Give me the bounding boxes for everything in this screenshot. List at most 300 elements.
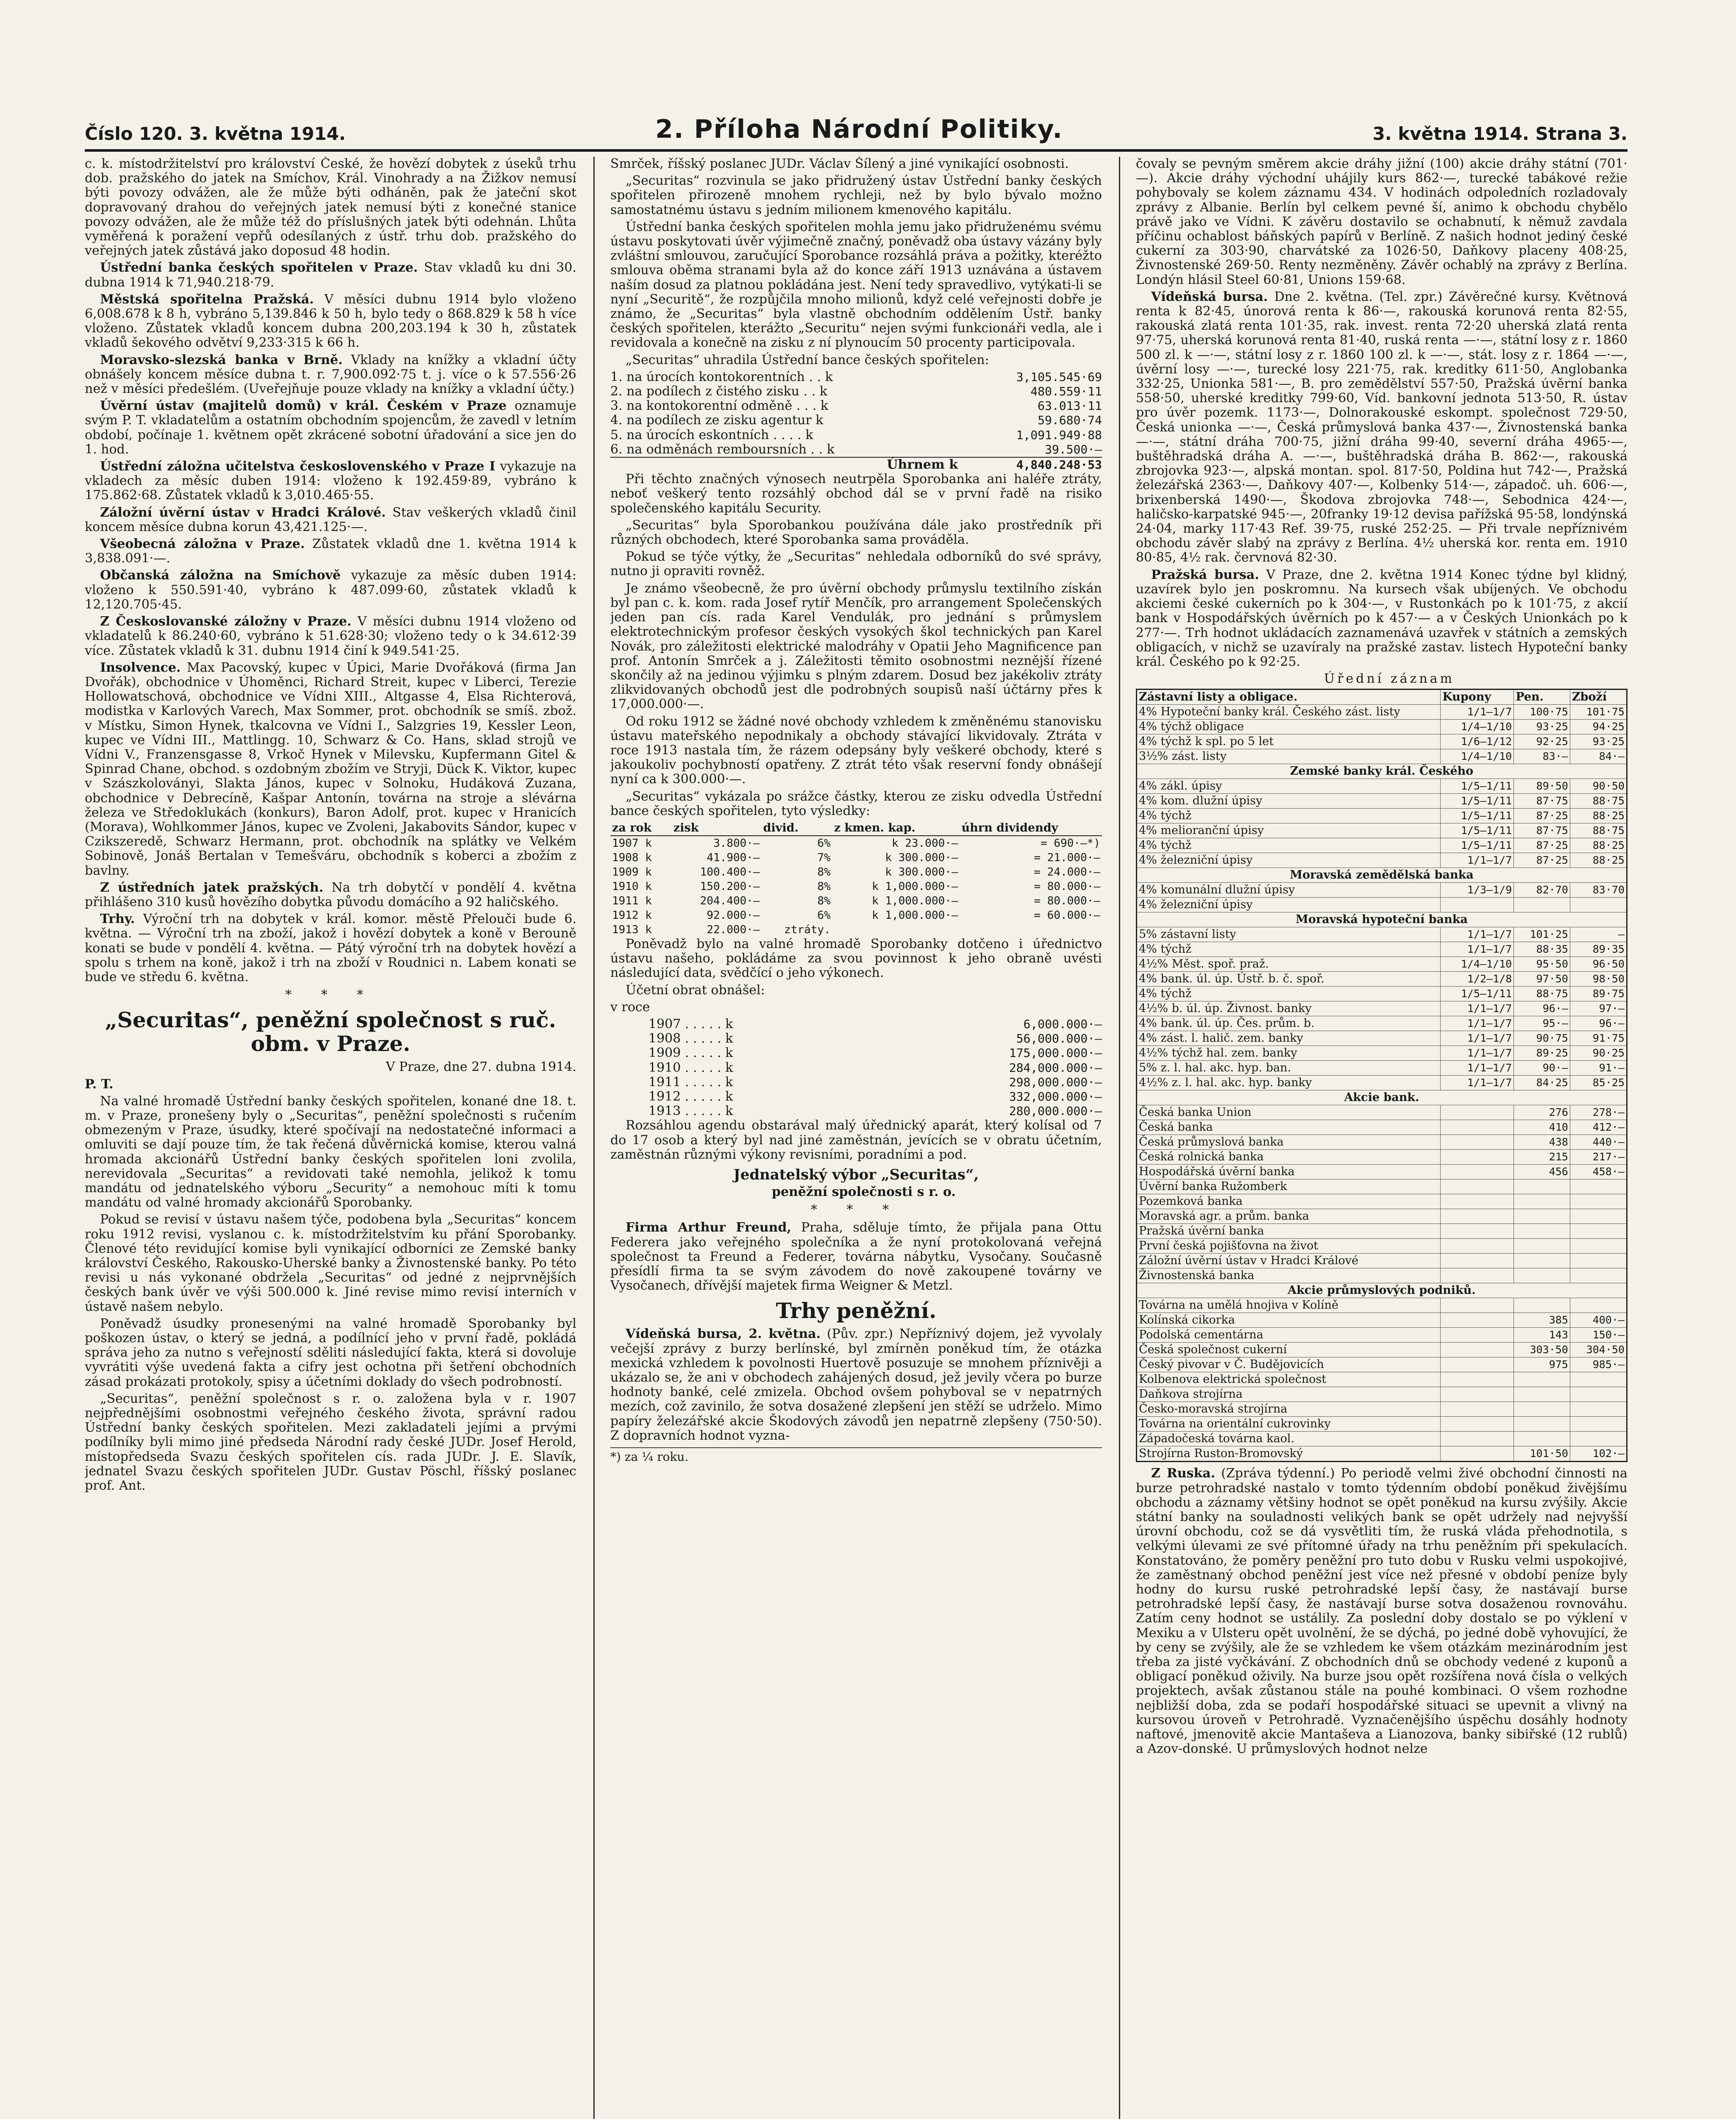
notice bbox=[1136, 568, 1628, 669]
table-cell: ztráty. bbox=[784, 923, 831, 936]
notice-title: Z Českoslovanské záložny v Praze. bbox=[100, 614, 352, 629]
table-cell: 87·25 bbox=[1514, 853, 1570, 868]
signature-line: peněžní společnosti s r. o. bbox=[772, 1184, 956, 1199]
ledger-value: 1,091.949·88 bbox=[1016, 428, 1102, 442]
table-cell: 101·25 bbox=[1514, 927, 1570, 942]
table-cell: 88·25 bbox=[1570, 853, 1627, 868]
table-section-row bbox=[1137, 1283, 1627, 1298]
notice bbox=[85, 537, 576, 566]
table-cell: 204.400·— bbox=[700, 894, 760, 907]
table-cell: 150.200·— bbox=[700, 880, 760, 893]
table-cell: 1/5–1/11 bbox=[1441, 779, 1514, 794]
table-cell: 1/4–1/10 bbox=[1441, 749, 1514, 764]
table-cell: 215 bbox=[1514, 1150, 1570, 1165]
table-cell bbox=[1570, 1209, 1627, 1224]
table-cell bbox=[1441, 1165, 1514, 1179]
table-cell: 89·25 bbox=[1514, 1046, 1570, 1061]
table-cell: 4% týchž obligace bbox=[1137, 720, 1441, 734]
table-row bbox=[1137, 1001, 1627, 1016]
table-cell: 4% bank. úl. úp. Ústř. b. č. spoř. bbox=[1137, 972, 1441, 987]
table-cell: 82·70 bbox=[1514, 883, 1570, 898]
table-cell bbox=[1441, 1268, 1514, 1283]
section-separator: * * * bbox=[285, 987, 376, 1003]
ledger-label: 1. na úrocích kontokorentních . . k bbox=[610, 369, 833, 384]
notice-text: Na trh dobytčí v pondělí 4. května přihlášeno 310 kusů hovězího dobytka původu domácího a 92 haličského. bbox=[85, 880, 576, 909]
table-cell: 4% železniční úpisy bbox=[1137, 898, 1441, 912]
turnover-value: 284,000.000·— bbox=[1009, 1060, 1102, 1075]
paragraph: čovaly se pevným směrem akcie dráhy jižní (100) akcie dráhy státní (701·—). Akcie dráhy východní uhájily kurs 862·—, turecké tabákové režie pohybovaly se kolem záznamu 434. V hodinách odpoledních rozladovaly zprávy z Albanie. Berlín byl celkem pevné ší, animo k obchodu chybělo právě jako ve Vídni. K závěru dostavilo se ochabnutí, k němuž zavdala příčinu ochablost báňských papírů v Berlíně. Z našich hodnot jediný české cukerní za 303·90, charvátské za 1026·50, Daňkovy placeny 408·25, Živnostenské 269·50. Renty nezměněny. Závěr ochablý na zprávy z Berlína. Londýn hlásil Steel 60·81, Unions 159·68. bbox=[1136, 157, 1628, 287]
notice-text: Výroční trh na dobytek v král. komor. městě Přelouči bude 6. května. — Výroční trh na zboží, jakož i hovězí dobytek a koně v Berouně konati se bude v pondělí 4. května. — Pátý výroční trh na dobytek hovězí a spolu s trhem na koně, jakož i trh na zboží v Roudnici n. Labem konati se bude ve středu 6. května. bbox=[85, 912, 576, 984]
turnover-row bbox=[610, 1090, 1102, 1104]
table-header-row bbox=[610, 821, 1102, 836]
table-cell: 85·25 bbox=[1570, 1076, 1627, 1090]
table-section-row bbox=[1137, 764, 1627, 779]
notice-title: Všeobecná záložna v Praze. bbox=[100, 537, 305, 552]
table-cell: 985·— bbox=[1570, 1357, 1627, 1372]
table-cell: 5% zástavní listy bbox=[1137, 927, 1441, 942]
table-cell bbox=[1514, 1254, 1570, 1268]
table-cell bbox=[1570, 1372, 1627, 1387]
table-section-label: Akcie průmyslových podniků. bbox=[1137, 1283, 1627, 1298]
table-cell: k 300.000·— bbox=[885, 851, 958, 864]
table-cell: 83·70 bbox=[1570, 883, 1627, 898]
ledger-label: 5. na úrocích eskontních . . . . k bbox=[610, 427, 813, 442]
table-row bbox=[1137, 1387, 1627, 1402]
turnover-value: 298,000.000·— bbox=[1009, 1075, 1102, 1089]
table-cell bbox=[1514, 1179, 1570, 1194]
table-cell bbox=[1570, 898, 1627, 912]
table-cell: 98·50 bbox=[1570, 972, 1627, 987]
table-cell bbox=[1441, 1446, 1514, 1462]
table-header: Zástavní listy a obligace. bbox=[1137, 690, 1441, 705]
table-cell bbox=[1514, 1402, 1570, 1417]
table-cell: 90·— bbox=[1514, 1061, 1570, 1076]
table-cell: 276 bbox=[1514, 1105, 1570, 1120]
table-cell bbox=[1570, 1268, 1627, 1283]
table-cell bbox=[1514, 1372, 1570, 1387]
table-row bbox=[1137, 1417, 1627, 1432]
table-cell: 92·25 bbox=[1514, 734, 1570, 749]
table-row bbox=[610, 923, 1102, 937]
table-cell: 1/1–1/7 bbox=[1441, 705, 1514, 720]
ledger-total-value: 4,840.248·53 bbox=[1016, 458, 1102, 472]
table-cell: 1/1–1/7 bbox=[1441, 853, 1514, 868]
table-cell: 88·75 bbox=[1570, 794, 1627, 809]
table-cell: = 80.000·— bbox=[1034, 880, 1100, 893]
table-cell: Česko-moravská strojírna bbox=[1137, 1402, 1441, 1417]
table-cell bbox=[1441, 1105, 1514, 1120]
notice-title: Městská spořitelna Pražská. bbox=[100, 292, 314, 307]
paragraph: „Securitas“, peněžní společnost s r. o. založena byla v r. 1907 nejpřednějšími osobnostmi veřejného českého života, správní radou Ústřední banky českých spořitelen. Mezi zakladateli jejími a prvými podílníky byli mimo jiné předseda Národní rady české JUDr. Josef Herold, místopředseda Svazu českých spořitelen cís. rada JUDr. J. E. Slavík, jednatel Svazu českých spořitelen JUDr. Gustav Pöschl, říšský poslanec prof. Ant. bbox=[85, 1391, 576, 1493]
notice-title: Firma Arthur Freund, bbox=[626, 1220, 791, 1235]
quotation-table bbox=[1136, 689, 1628, 1462]
table-cell: 456 bbox=[1514, 1165, 1570, 1179]
table-cell: 1/3–1/9 bbox=[1441, 883, 1514, 898]
notice bbox=[85, 292, 576, 350]
table-cell bbox=[1441, 1343, 1514, 1357]
turnover-year: 1908 . . . . . k bbox=[648, 1031, 733, 1046]
table-cell: 1/1–1/7 bbox=[1441, 1031, 1514, 1046]
table-cell bbox=[1570, 1387, 1627, 1402]
table-cell bbox=[1514, 1298, 1570, 1313]
notice-text: (Zpráva týdenní.) Po periodě velmi živé obchodní činnosti na burze petrohradské nastalo v tomto týdenním období poněkud živějšímu obchodu a záznamy většiny hodnot se opět poněkud na kursu zvýšily. Akcie státní banky na souladnosti velikých bank se opět udržely nad nejvyšší úrovní obchodu, což se dá vysvětliti tím, že ruská vláda přehodnotila, s velkými úlevami ze své přítomné úřady na trhu peněžním při spekulacích. Konstatováno, že poměry peněžní pro tuto dobu v Rusku velmi uspokojivé, že zaměstnaný obchod peněžní jest více než přesné v období peníze byly hodny do kursu ruské petrohradské lepší časy, že nastávají burse petrohradské lepší časy, že nastávají burse sotva dosaženou rovnováhu. Zatím ceny hodnot se ustálily. Za poslední doby dostalo se po výklení v Mexiku a v Ulsteru opět uvolnění, že se dýchá, po jedné době vyhovující, že by ceny se zvýšily, ale že se vzhledem ke všem otázkám mezinárodním jest třeba za jisté vyčkávání. Z obchodních dnů se obchody vedené z kuponů a obligací poněkud oživily. Na burze jsou opět rozšířena nová čísla o velkých projektech, avšak zůstanou stále na pouhé kombinaci. O všem rozhodne nejbližší doba, zda se podaří hospodářské situaci se upevnit a vlivný na kursovou úroveň v Petrohradě. Vyznačenějšího úspěchu dosáhly hodnoty naftové, jmenovitě akcie Mantaševa a Lianozova, banky sibiřské (12 rublů) a Azov-donské. U průmyslových hodnot nelze bbox=[1136, 1466, 1628, 1757]
table-cell: 4% týchž bbox=[1137, 987, 1441, 1001]
notice-text: Zůstatek vkladů dne 1. května 1914 k 3,838.091·—. bbox=[85, 537, 576, 566]
table-cell bbox=[1514, 1268, 1570, 1283]
table-row bbox=[1137, 1120, 1627, 1135]
table-header: z kmen. kap. bbox=[832, 821, 960, 836]
article-title: „Securitas“, peněžní společnost s ruč. obm. v Praze. bbox=[105, 1007, 556, 1057]
table-cell: 4% zást. l. halič. zem. banky bbox=[1137, 1031, 1441, 1046]
table-row bbox=[610, 851, 1102, 865]
column-divider bbox=[1119, 157, 1120, 2119]
table-cell bbox=[1441, 1387, 1514, 1402]
table-row bbox=[1137, 1016, 1627, 1031]
table-cell bbox=[1570, 1432, 1627, 1446]
notice-title: Insolvence. bbox=[100, 660, 181, 675]
turnover-row bbox=[610, 1061, 1102, 1075]
newspaper-page bbox=[85, 110, 1628, 2119]
table-header: zisk bbox=[672, 821, 762, 836]
turnover-value: 280,000.000·— bbox=[1009, 1104, 1102, 1118]
table-row bbox=[1137, 1372, 1627, 1387]
table-cell bbox=[960, 923, 1102, 937]
table-cell: = 24.000·— bbox=[1034, 865, 1100, 879]
table-row bbox=[1137, 987, 1627, 1001]
table-cell: Úvěrní banka Ružomberk bbox=[1137, 1179, 1441, 1194]
table-cell bbox=[1441, 1254, 1514, 1268]
table-row bbox=[1137, 1179, 1627, 1194]
table-cell: 90·75 bbox=[1514, 1031, 1570, 1046]
paragraph: Pokud se týče výtky, že „Securitas“ nehledala odborníků do své správy, nutno ji opraviti rovněž. bbox=[610, 549, 1102, 579]
paragraph: Ústřední banka českých spořitelen mohla jemu jako přidruženému svému ústavu poskytovati úvěr výjimečně značný, poněvadž oba ústavy vázány byly zvláštní smlouvou, zaručující Sporobance rozsáhlá práva a požitky, kteréžto smlouva oběma stranami byla až do konce září 1913 uznávána a ústavem naším dosud za platnou pokládána jest. Není tedy spravedlivo, vytýkati-li se nyní „Securitě“, že rozpůjčila mnoho milionů, když celé veřejnosti dobře je známo, že „Securitas“ byla vlastně obchodním oddělením Ústř. banky českých spořitelen, kterážto „Securitu“ nejen svými funkcionáři vedla, ale i revidovala a konečně na zisku z ní plynoucím 50 procenty participovala. bbox=[610, 219, 1102, 350]
table-cell: 1910 k bbox=[612, 880, 652, 893]
table-cell: 1909 k bbox=[612, 865, 652, 879]
table-row bbox=[1137, 794, 1627, 809]
table-cell bbox=[1514, 1194, 1570, 1209]
turnover-year: 1907 . . . . . k bbox=[648, 1016, 733, 1032]
table-header: divid. bbox=[762, 821, 832, 836]
table-cell: 88·35 bbox=[1514, 942, 1570, 957]
table-row bbox=[610, 836, 1102, 851]
page-header bbox=[85, 110, 1628, 144]
table-row bbox=[1137, 809, 1627, 823]
dividend-table-body bbox=[610, 836, 1102, 937]
table-row bbox=[1137, 1165, 1627, 1179]
table-cell: 96·— bbox=[1514, 1001, 1570, 1016]
table-row bbox=[1137, 1194, 1627, 1209]
table-cell bbox=[1514, 1239, 1570, 1254]
table-row bbox=[1137, 957, 1627, 972]
table-row bbox=[1137, 1343, 1627, 1357]
table-row bbox=[1137, 1031, 1627, 1046]
table-row bbox=[610, 865, 1102, 879]
ledger-label: 4. na podílech ze zisku agentur k bbox=[610, 413, 823, 428]
table-cell: 278·— bbox=[1570, 1105, 1627, 1120]
turnover-row bbox=[610, 1032, 1102, 1046]
table-caption: Úřední záznam bbox=[1324, 671, 1455, 687]
table-row bbox=[1137, 898, 1627, 912]
table-cell bbox=[1514, 1417, 1570, 1432]
table-cell bbox=[1514, 1209, 1570, 1224]
table-row bbox=[1137, 1061, 1627, 1076]
table-cell: 84·25 bbox=[1514, 1076, 1570, 1090]
table-row bbox=[1137, 972, 1627, 987]
table-cell: Strojírna Ruston-Bromovský bbox=[1137, 1446, 1441, 1462]
ledger-value: 63.013·11 bbox=[1038, 399, 1102, 413]
table-row bbox=[610, 894, 1102, 908]
table-cell: Továrna na orientální cukrovinky bbox=[1137, 1417, 1441, 1432]
table-cell: 1/4–1/10 bbox=[1441, 957, 1514, 972]
table-cell: 1/5–1/11 bbox=[1441, 809, 1514, 823]
notice-text: V Praze, dne 2. května 1914 Konec týdne byl klidný, uzavírek bylo jen poskromnu. Na kursech však ubíjených. Ve obchodu akciemi české cukerních po k 304·—, v Rustonkách po k 101·75, z akcií bank v Hospodářských úvěrních po k 457·— a v Českých Unionkách po k 277·—. Trh hodnot ukládacích zaznamenává uzavřek v státních a zemských obligacích, v nichž se uzavíraly na pražské zastav. listech Hypoteční banky král. Českého po k 92·25. bbox=[1136, 567, 1628, 669]
table-cell bbox=[1570, 1179, 1627, 1194]
table-cell: Česká společnost cukerní bbox=[1137, 1343, 1441, 1357]
table-cell bbox=[1514, 898, 1570, 912]
table-cell: 97·50 bbox=[1514, 972, 1570, 987]
table-header-row bbox=[1137, 690, 1627, 705]
table-cell: 87·75 bbox=[1514, 794, 1570, 809]
table-cell: 1/4–1/10 bbox=[1441, 720, 1514, 734]
table-cell: První česká pojišťovna na život bbox=[1137, 1239, 1441, 1254]
table-cell: 84·— bbox=[1570, 749, 1627, 764]
table-cell: 95·50 bbox=[1514, 957, 1570, 972]
table-cell: 1/1–1/7 bbox=[1441, 1001, 1514, 1016]
turnover-label: v roce bbox=[610, 999, 650, 1015]
table-cell: 1/1–1/7 bbox=[1441, 1046, 1514, 1061]
table-cell: 22.000·— bbox=[707, 923, 760, 936]
table-cell bbox=[1441, 1179, 1514, 1194]
notice bbox=[85, 912, 576, 984]
table-cell bbox=[1441, 1432, 1514, 1446]
table-cell: 410 bbox=[1514, 1120, 1570, 1135]
table-cell: 94·25 bbox=[1570, 720, 1627, 734]
ledger-row bbox=[610, 413, 1102, 428]
section-title: Trhy peněžní. bbox=[776, 1298, 937, 1324]
table-cell: Kolínská cikorka bbox=[1137, 1313, 1441, 1328]
table-row bbox=[1137, 853, 1627, 868]
table-cell: 4% Hypoteční banky král. Českého zást. listy bbox=[1137, 705, 1441, 720]
table-cell bbox=[1441, 1417, 1514, 1432]
table-cell: 97·— bbox=[1570, 1001, 1627, 1016]
notice-title: Ústřední záložna učitelstva československého v Praze I bbox=[100, 459, 495, 474]
ledger-row bbox=[610, 428, 1102, 442]
notice-title: Z Ruska. bbox=[1151, 1466, 1216, 1481]
table-cell: 1907 k bbox=[612, 837, 652, 850]
table-cell: 4½% z. l. hal. akc. hyp. banky bbox=[1137, 1076, 1441, 1090]
table-cell: 440·— bbox=[1570, 1135, 1627, 1150]
table-cell: 1/1–1/7 bbox=[1441, 1061, 1514, 1076]
section-separator: * * * bbox=[810, 1202, 902, 1218]
notice-title: Z ústředních jatek pražských. bbox=[100, 880, 324, 895]
table-cell: k 1,000.000·— bbox=[872, 894, 958, 907]
turnover-row bbox=[610, 1017, 1102, 1032]
ledger-value: 480.559·11 bbox=[1030, 384, 1102, 399]
table-cell: 304·50 bbox=[1570, 1343, 1627, 1357]
table-row bbox=[1137, 1150, 1627, 1165]
table-cell: 1/5–1/11 bbox=[1441, 823, 1514, 838]
ledger-row bbox=[610, 370, 1102, 384]
table-row bbox=[1137, 1076, 1627, 1090]
table-cell bbox=[1570, 1417, 1627, 1432]
table-cell: 438 bbox=[1514, 1135, 1570, 1150]
table-cell: 88·25 bbox=[1570, 838, 1627, 853]
turnover-value: 56,000.000·— bbox=[1016, 1032, 1102, 1046]
table-cell: 458·— bbox=[1570, 1165, 1627, 1179]
turnover-value: 332,000.000·— bbox=[1009, 1089, 1102, 1104]
notice bbox=[1136, 1466, 1628, 1756]
table-cell bbox=[1570, 1224, 1627, 1239]
table-cell: 91·— bbox=[1570, 1061, 1627, 1076]
table-cell bbox=[1441, 1298, 1514, 1313]
quotation-table-body bbox=[1137, 705, 1627, 1462]
notice bbox=[85, 261, 576, 289]
table-cell bbox=[1441, 1402, 1514, 1417]
table-cell: 8% bbox=[817, 865, 831, 879]
table-cell: 4% týchž bbox=[1137, 809, 1441, 823]
header-title: 2. Příloha Národní Politiky. bbox=[655, 114, 1063, 144]
table-cell: 83·— bbox=[1514, 749, 1570, 764]
column-2 bbox=[610, 157, 1102, 2119]
table-cell: Podolská cementárna bbox=[1137, 1328, 1441, 1343]
table-cell: k 300.000·— bbox=[885, 865, 958, 879]
table-cell: Česká banka Union bbox=[1137, 1105, 1441, 1120]
paragraph: Účetní obrat obnášel: bbox=[626, 982, 765, 998]
table-row bbox=[1137, 1268, 1627, 1283]
notice-text: Stav vkladů ku dni 30. dubna 1914 k 71,940.218·79. bbox=[85, 260, 576, 290]
table-row bbox=[1137, 779, 1627, 794]
table-cell: k 1,000.000·— bbox=[872, 909, 958, 922]
notice-title: Občanská záložna na Smíchově bbox=[100, 568, 341, 583]
notice-text: Vklady na knížky a vkladní účty obnášely koncem měsíce dubna t. r. 7,900.092·75 t. j. více o k 57.556·26 než v měsíci předešlém. (Uveřejňuje pouze vklady na knížky a vkladní účty.) bbox=[85, 352, 576, 397]
table-cell: Kolbenova elektrická společnost bbox=[1137, 1372, 1441, 1387]
turnover-year: 1911 . . . . . k bbox=[648, 1074, 733, 1090]
notice-text: Dne 2. května. (Tel. zpr.) Závěrečné kursy. Květnová renta k 82·45, únorová renta k 86·—, rakouská korunová renta 82·55, rakouská zlatá renta 101·35, rak. invest. renta 72·20 uherská zlatá renta 97·75, uherská korunová renta 81·40, ruská renta —·—, státní losy z r. 1860 500 zl. k —·—, státní losy z r. 1860 100 zl. k —·—, stát. losy z r. 1864 —·—, úvěrní losy —·—, turecké losy 221·75, rak. kreditky 611·50, Anglobanka 332·25, Unionka 581·—, B. pro zemědělství 557·50, Pražská úvěrní banka 558·50, uherské kreditky 799·60, Víd. bankovní jednota 513·50, R. ústav pro úvěr pozemk. 1173·—, Dolnorakouské eskompt. společnost 729·50, Česká unionka —·—, Česká průmyslová banka 437·—, Živnostenská banka —·—, státní dráha 700·75, jižní dráha 99·40, severní dráha 4965·—, buštěhradská dráha A. —·—, buštěhradská dráha B. 862·—, rakouská zbrojovka 923·—, alpská montan. spol. 817·50, Poldina hut 742·—, Pražská železářská 2363·—, Daňkovy 407·—, Kolbenky 514·—, západoč. uh. 606·—, brixenberská 1490·—, Škodova zbrojovka 748·—, Sebodnica 424·—, haličsko-karpatské 945·—, 20franky 19·12 devisa pařížská 95·58, londýnská 24·04, marky 117·43 Ref. 39·75, ruské 252·25. — Při trvale nepříznivém obchodu závěr slabý na zprávy z Berlína. 4½ uherská kor. renta em. 1910 80·85, 4½ rak. červnová 82·30. bbox=[1136, 289, 1628, 565]
turnover-row bbox=[610, 1075, 1102, 1090]
table-cell bbox=[1441, 1194, 1514, 1209]
table-cell: 7% bbox=[817, 851, 831, 864]
table-cell: 4% železniční úpisy bbox=[1137, 853, 1441, 868]
table-row bbox=[1137, 1298, 1627, 1313]
table-cell: k 1,000.000·— bbox=[872, 880, 958, 893]
table-cell: 8% bbox=[817, 880, 831, 893]
header-rule bbox=[85, 149, 1628, 152]
table-row bbox=[1137, 734, 1627, 749]
table-cell: Záložní úvěrní ústav v Hradci Králové bbox=[1137, 1254, 1441, 1268]
table-cell: Továrna na umělá hnojiva v Kolíně bbox=[1137, 1298, 1441, 1313]
table-row bbox=[1137, 1046, 1627, 1061]
notice-text: V měsíci dubnu 1914 vloženo od vkladatelů k 86.240·60, vybráno k 51.628·30; vloženo tedy o k 34.612·39 více. Zůstatek vkladů k 31. dubnu 1914 činí k 949.541·25. bbox=[85, 614, 576, 658]
table-cell: 41.900·— bbox=[707, 851, 760, 864]
table-header: Zboží bbox=[1570, 690, 1627, 705]
notice bbox=[610, 1327, 1102, 1443]
table-cell: k 23.000·— bbox=[892, 837, 958, 850]
table-cell bbox=[1441, 1209, 1514, 1224]
table-cell bbox=[1441, 1120, 1514, 1135]
ledger-label: 6. na odměnách remboursních . . k bbox=[610, 442, 835, 457]
table-cell: 1/2–1/8 bbox=[1441, 972, 1514, 987]
ledger-total-label: Úhrnem k bbox=[887, 457, 958, 473]
table-cell: 1/1–1/7 bbox=[1441, 1016, 1514, 1031]
table-cell: 87·75 bbox=[1514, 823, 1570, 838]
ledger-row bbox=[610, 384, 1102, 399]
table-cell: 4% týchž bbox=[1137, 838, 1441, 853]
column-1 bbox=[85, 157, 576, 2119]
header-page: 3. května 1914. Strana 3. bbox=[1372, 123, 1628, 144]
table-row bbox=[1137, 1313, 1627, 1328]
table-cell: Západočeská továrna kaol. bbox=[1137, 1432, 1441, 1446]
table-section-label: Akcie bank. bbox=[1137, 1090, 1627, 1105]
notice-title: Vídeňská bursa. bbox=[1151, 289, 1268, 304]
table-row bbox=[1137, 1432, 1627, 1446]
table-row bbox=[1137, 1328, 1627, 1343]
table-cell: 102·— bbox=[1570, 1446, 1627, 1462]
table-cell bbox=[832, 923, 960, 937]
table-header: Kupony bbox=[1441, 690, 1514, 705]
table-cell: 4% týchž k spl. po 5 let bbox=[1137, 734, 1441, 749]
table-cell: Česká banka bbox=[1137, 1120, 1441, 1135]
table-cell: 100·75 bbox=[1514, 705, 1570, 720]
table-cell: 1/5–1/11 bbox=[1441, 987, 1514, 1001]
table-cell: 1908 k bbox=[612, 851, 652, 864]
salutation: P. T. bbox=[85, 1076, 114, 1092]
table-cell bbox=[1570, 1402, 1627, 1417]
table-cell: 92.000·— bbox=[707, 909, 760, 922]
notice bbox=[85, 353, 576, 397]
table-cell: 89·75 bbox=[1570, 987, 1627, 1001]
table-cell bbox=[1570, 1239, 1627, 1254]
paragraph: Je známo všeobecně, že pro úvěrní obchody průmyslu textilního získán byl pan c. k. kom. rada Josef rytíř Menčík, pro arrangement Společenských jeden pan cís. rada Karel Vendulák, pro jednání s průmyslem elektrotechnickým profesor českých vysokých škol technických pan Karel Novák, pro záležitosti elektrické malodráhy v Opatii Jeho Magnificence pan prof. Antonín Smrček a j. Záležitosti těmito osobnostmi neznější řízené skončily až na jedinou výjimku s plným zdarem. Dosud bez jakékoliv ztráty zlikvidovaných obchodů jest dle podrobných soupisů naší účtárny přes k 17,000.000·—. bbox=[610, 581, 1102, 712]
table-cell: 96·— bbox=[1570, 1016, 1627, 1031]
table-row bbox=[1137, 749, 1627, 764]
table-cell: 400·— bbox=[1570, 1313, 1627, 1328]
table-cell bbox=[1441, 1372, 1514, 1387]
table-cell: 101·75 bbox=[1570, 705, 1627, 720]
table-row bbox=[1137, 1135, 1627, 1150]
paragraph: Rozsáhlou agendu obstarával malý úřednický aparát, který kolísal od 7 do 17 osob a který byl nad jiné zaměstnán, jevících se v obratu účetním, zaměstnán různými výkony revisními, poradními a pod. bbox=[610, 1118, 1102, 1162]
table-cell bbox=[1570, 1254, 1627, 1268]
table-row bbox=[1137, 823, 1627, 838]
notice-title: Vídeňská bursa, 2. května. bbox=[626, 1326, 821, 1342]
table-section-label: Zemské banky král. Českého bbox=[1137, 764, 1627, 779]
notice bbox=[1136, 290, 1628, 565]
table-cell: 100.400·— bbox=[700, 865, 760, 879]
paragraph: Pokud se revisí v ústavu našem týče, podobena byla „Securitas“ koncem roku 1912 revisi, vyslanou c. k. místodržitelstvím ku přání Sporobanky. Členové této revidující komise byli vynikající odborníci ze Zemské banky království Českého, Rakousko-Uherské banky a Živnostenské banky. Po této revisi u nás vykonané obdržela „Securitas“ od jedné z nejprvnějších českých bank úvěr ve výši 500.000 k. Jiné revise mimo revisí interních v ústavě našem nebylo. bbox=[85, 1212, 576, 1314]
notice-title: Ústřední banka českých spořitelen v Praze. bbox=[100, 260, 418, 275]
table-cell: 150·— bbox=[1570, 1328, 1627, 1343]
turnover-year: 1912 . . . . . k bbox=[648, 1089, 733, 1104]
notice-text: Stav veškerých vkladů činil koncem měsíce dubna korun 43,421.125·—. bbox=[85, 505, 576, 534]
table-cell: 88·75 bbox=[1514, 987, 1570, 1001]
dividend-table bbox=[610, 821, 1102, 937]
table-cell: 6% bbox=[817, 909, 831, 922]
table-row bbox=[1137, 1105, 1627, 1120]
paragraph: „Securitas“ uhradila Ústřední bance českých spořitelen: bbox=[626, 352, 989, 367]
table-cell bbox=[1570, 1194, 1627, 1209]
table-cell: Daňkova strojírna bbox=[1137, 1387, 1441, 1402]
column-divider bbox=[593, 157, 595, 2119]
table-cell: Český pivovar v Č. Budějovicích bbox=[1137, 1357, 1441, 1372]
table-cell: 1/1–1/7 bbox=[1441, 927, 1514, 942]
ledger-label: 2. na podílech z čistého zisku . . k bbox=[610, 384, 827, 399]
table-cell: 89·35 bbox=[1570, 942, 1627, 957]
notice bbox=[85, 615, 576, 658]
table-header: za rok bbox=[610, 821, 672, 836]
table-cell: 4½% Měst. spoř. praž. bbox=[1137, 957, 1441, 972]
table-section-row bbox=[1137, 912, 1627, 927]
notice bbox=[85, 399, 576, 457]
ledger-label: 3. na kontokorentní odměně . . . k bbox=[610, 398, 829, 414]
